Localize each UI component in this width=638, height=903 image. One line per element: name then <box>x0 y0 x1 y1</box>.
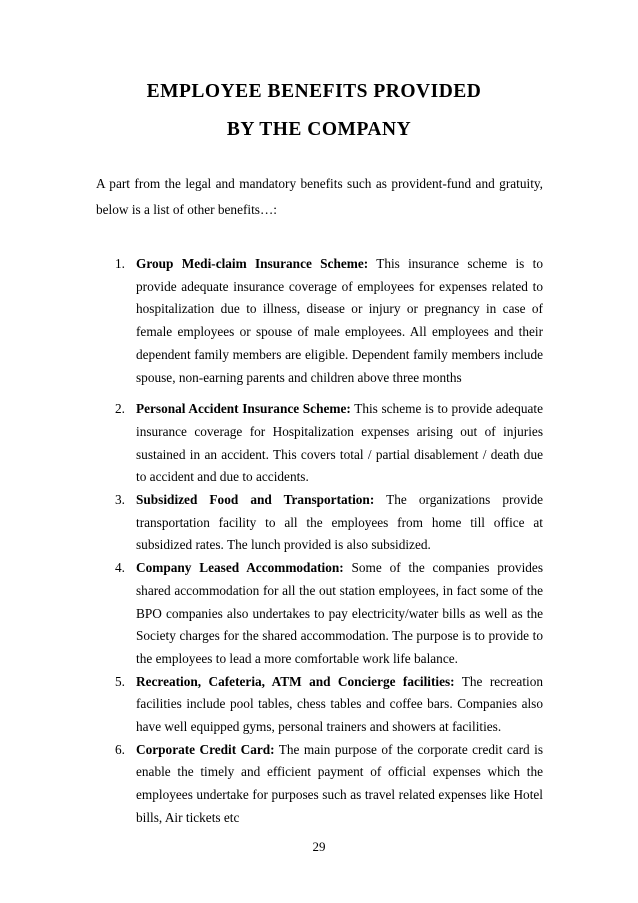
benefits-list <box>96 253 543 830</box>
intro-paragraph: A part from the legal and mandatory benefits such as provident-fund and gratuity, below is a list of other benefits…: <box>96 176 543 217</box>
benefit-number: 2. <box>115 401 125 417</box>
benefit-item-subsidized-food <box>96 489 543 557</box>
benefit-text: The recreation facilities include pool tables, chess tables and coffee bars. Companies also have well equipped gyms, personal trainers and showers at facilities. <box>136 673 544 735</box>
benefit-number: 4. <box>115 560 125 576</box>
benefit-item-leased-accommodation <box>96 557 543 671</box>
benefit-text: This scheme is to provide adequate insurance coverage for Hospitalization expenses arising out of injuries sustained in an accident. This covers total / partial disablement / death due to accident and due to accidents. <box>136 401 543 485</box>
benefit-text: This insurance scheme is to provide adequate insurance coverage of employees for expenses related to hospitalization due to illness, disease or injury or pregnancy in case of female employees or spouse of male employees. All employees and their dependent family members are eligible. Dependent family members include spouse, non-earning parents and children above three months <box>136 256 543 385</box>
benefit-text: The main purpose of the corporate credit card is enable the timely and efficient payment of official expenses which the employees undertake for purposes such as travel related expenses like Hotel bills, Air tickets etc <box>136 741 543 825</box>
benefit-item-corporate-credit-card <box>96 739 543 830</box>
benefit-text: Some of the companies provides shared accommodation for all the out station employees, in fact some of the BPO companies also undertakes to pay electricity/water bills as well as the Society charges for the shared accommodation. The purpose is to provide to the employees to lead a more comfortable work life balance. <box>136 560 543 666</box>
page-title-line-1: EMPLOYEE BENEFITS PROVIDED <box>146 81 482 102</box>
benefit-number: 3. <box>115 492 125 508</box>
benefit-number: 1. <box>115 256 125 271</box>
benefit-item-group-mediclaim <box>96 253 543 389</box>
benefit-title: Subsidized Food and Transportation: <box>136 492 375 508</box>
benefit-text: The organizations provide transportation facility to all the employees from home till office at subsidized rates. The lunch provided is also subsidized. <box>136 492 543 553</box>
benefit-item-recreation <box>96 671 543 739</box>
benefit-title: Recreation, Cafeteria, ATM and Concierge facilities: <box>136 673 455 689</box>
benefit-title: Group Medi-claim Insurance Scheme: <box>136 256 369 271</box>
benefit-title: Personal Accident Insurance Scheme: <box>136 401 351 417</box>
benefit-title: Corporate Credit Card: <box>136 741 275 757</box>
page-number: 29 <box>312 839 326 854</box>
benefit-item-personal-accident <box>96 398 543 489</box>
benefit-title: Company Leased Accommodation: <box>136 560 344 576</box>
page-title-line-2: BY THE COMPANY <box>226 119 412 140</box>
benefit-number: 5. <box>115 673 125 689</box>
benefit-number: 6. <box>115 741 125 757</box>
